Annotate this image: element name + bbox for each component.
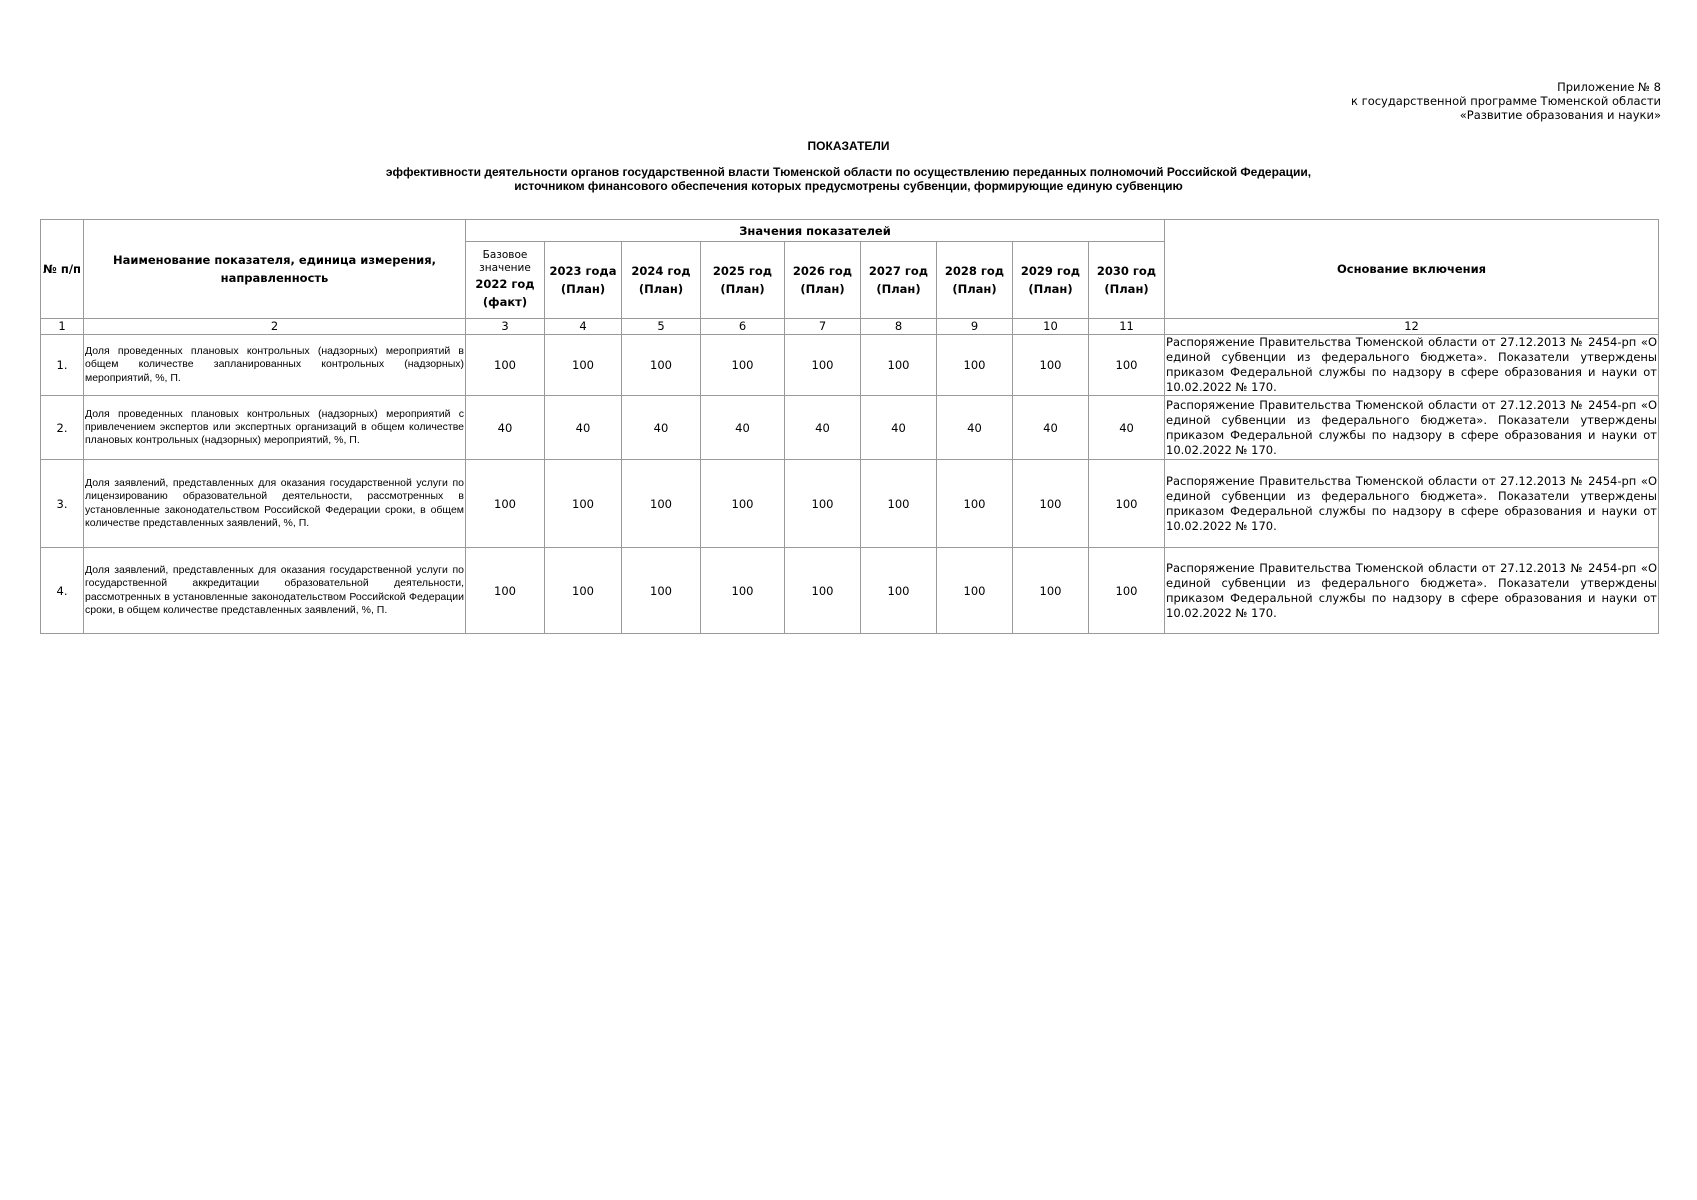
value-cell: 40: [622, 396, 701, 460]
indicator-name: Доля заявлений, представленных для оказания государственной услуги по лицензированию образовательной деятельности, рассмотренных в установленные законодательством Российской Федерации сроки, в общем количестве представленных заявлений, %, П.: [84, 460, 466, 548]
value-cell: 100: [861, 335, 937, 396]
value-cell: 100: [785, 460, 861, 548]
value-cell: 100: [1013, 335, 1089, 396]
appendix-line-1: Приложение № 8: [1557, 80, 1661, 94]
table-row: [41, 335, 1659, 396]
value-cell: 100: [937, 548, 1013, 634]
appendix-note: [1351, 80, 1661, 122]
header-indicator-name: Наименование показателя, единица измерения, направленность: [84, 220, 466, 319]
header-plan-label: (План): [720, 282, 765, 296]
row-number: 2.: [41, 396, 84, 460]
header-base-line-4: (факт): [482, 295, 528, 309]
table-row: [41, 396, 1659, 460]
header-year-label: 2026 год: [792, 264, 853, 278]
value-cell: 100: [1013, 460, 1089, 548]
document-subtitle: [0, 165, 1697, 193]
value-cell: 40: [545, 396, 622, 460]
column-number: 9: [937, 319, 1013, 335]
header-year-2028: [937, 242, 1013, 319]
column-number: 1: [41, 319, 84, 335]
row-number: 4.: [41, 548, 84, 634]
value-cell: 100: [622, 548, 701, 634]
indicator-name: Доля проведенных плановых контрольных (надзорных) мероприятий в общем количестве запланированных контрольных (надзорных) мероприятий, %, П.: [84, 335, 466, 396]
value-cell: 100: [1013, 548, 1089, 634]
value-cell: 40: [466, 396, 545, 460]
value-cell: 100: [545, 460, 622, 548]
column-number: 8: [861, 319, 937, 335]
value-cell: 100: [701, 548, 785, 634]
header-year-label: 2025 год: [712, 264, 773, 278]
header-year-label: 2028 год: [944, 264, 1005, 278]
value-cell: 100: [545, 335, 622, 396]
header-year-2030: [1089, 242, 1165, 319]
header-plan-label: (План): [952, 282, 997, 296]
header-year-2029: [1013, 242, 1089, 319]
value-cell: 100: [466, 548, 545, 634]
value-cell: 100: [701, 460, 785, 548]
column-number: 6: [701, 319, 785, 335]
header-plan-label: (План): [1028, 282, 1073, 296]
value-cell: 40: [937, 396, 1013, 460]
value-cell: 100: [1089, 460, 1165, 548]
value-cell: 100: [861, 460, 937, 548]
header-plan-label: (План): [1104, 282, 1149, 296]
value-cell: 100: [701, 335, 785, 396]
column-number: 3: [466, 319, 545, 335]
value-cell: 100: [545, 548, 622, 634]
value-cell: 100: [466, 460, 545, 548]
indicators-table: [40, 219, 1659, 634]
value-cell: 40: [861, 396, 937, 460]
header-base-line-1: Базовое: [482, 249, 528, 261]
column-number: 2: [84, 319, 466, 335]
table-row: [41, 548, 1659, 634]
header-base-line-2: значение: [479, 262, 531, 274]
header-year-2027: [861, 242, 937, 319]
header-year-label: 2030 год: [1096, 264, 1157, 278]
header-base-value: [466, 242, 545, 319]
header-year-2026: [785, 242, 861, 319]
header-year-label: 2027 год: [868, 264, 929, 278]
indicator-name: Доля заявлений, представленных для оказания государственной услуги по государственной аккредитации образовательной деятельности, рассмотренных в установленные законодательством Российской Федерации сроки, в общем количестве представленных заявлений, %, П.: [84, 548, 466, 634]
header-plan-label: (План): [638, 282, 684, 296]
value-cell: 40: [785, 396, 861, 460]
indicator-name: Доля проведенных плановых контрольных (надзорных) мероприятий с привлечением экспертов или экспертных организаций в общем количестве плановых контрольных (надзорных) мероприятий, %, П.: [84, 396, 466, 460]
value-cell: 100: [622, 460, 701, 548]
value-cell: 100: [1089, 335, 1165, 396]
appendix-line-2: к государственной программе Тюменской области: [1351, 94, 1661, 108]
basis-text: Распоряжение Правительства Тюменской области от 27.12.2013 № 2454-рп «О единой субвенции из федерального бюджета». Показатели утверждены приказом Федеральной службы по надзору в сфере образования и науки от 10.02.2022 № 170.: [1166, 335, 1658, 394]
value-cell: 100: [1089, 548, 1165, 634]
basis-text: Распоряжение Правительства Тюменской области от 27.12.2013 № 2454-рп «О единой субвенции из федерального бюджета». Показатели утверждены приказом Федеральной службы по надзору в сфере образования и науки от 10.02.2022 № 170.: [1165, 460, 1659, 548]
column-number: 5: [622, 319, 701, 335]
header-values-group: Значения показателей: [466, 220, 1165, 242]
row-number: 3.: [41, 460, 84, 548]
header-plan-label: (План): [560, 282, 606, 296]
column-numbers-row: [41, 319, 1659, 335]
subtitle-line-2: источником финансового обеспечения которых предусмотрены субвенции, формирующие единую субвенцию: [514, 179, 1183, 193]
header-year-2024: [622, 242, 701, 319]
header-year-2023: [545, 242, 622, 319]
value-cell: 100: [861, 548, 937, 634]
subtitle-line-1: эффективности деятельности органов государственной власти Тюменской области по осуществлению переданных полномочий Российской Федерации,: [385, 165, 1312, 179]
value-cell: 100: [937, 460, 1013, 548]
column-number: 11: [1089, 319, 1165, 335]
column-number: 7: [785, 319, 861, 335]
header-base-line-3: 2022 год: [475, 277, 535, 291]
appendix-line-3: «Развитие образования и науки»: [1459, 108, 1661, 122]
column-number: 12: [1165, 319, 1659, 335]
value-cell: 40: [1089, 396, 1165, 460]
header-year-label: 2023 года: [549, 264, 617, 278]
column-number: 4: [545, 319, 622, 335]
header-year-label: 2029 год: [1020, 264, 1081, 278]
header-plan-label: (План): [800, 282, 845, 296]
value-cell: 100: [785, 548, 861, 634]
header-year-2025: [701, 242, 785, 319]
basis-text: Распоряжение Правительства Тюменской области от 27.12.2013 № 2454-рп «О единой субвенции из федерального бюджета». Показатели утверждены приказом Федеральной службы по надзору в сфере образования и науки от 10.02.2022 № 170.: [1165, 548, 1659, 634]
basis-text: Распоряжение Правительства Тюменской области от 27.12.2013 № 2454-рп «О единой субвенции из федерального бюджета». Показатели утверждены приказом Федеральной службы по надзору в сфере образования и науки от 10.02.2022 № 170.: [1165, 396, 1659, 460]
header-number: № п/п: [41, 220, 84, 319]
value-cell: 100: [622, 335, 701, 396]
header-plan-label: (План): [876, 282, 921, 296]
header-year-label: 2024 год: [631, 264, 691, 278]
header-basis: Основание включения: [1165, 220, 1659, 319]
document-title: ПОКАЗАТЕЛИ: [807, 139, 890, 153]
value-cell: 100: [937, 335, 1013, 396]
value-cell: 100: [785, 335, 861, 396]
value-cell: 40: [1013, 396, 1089, 460]
value-cell: 40: [701, 396, 785, 460]
row-number: 1.: [41, 335, 84, 396]
column-number: 10: [1013, 319, 1089, 335]
table-row: [41, 460, 1659, 548]
value-cell: 100: [466, 335, 545, 396]
